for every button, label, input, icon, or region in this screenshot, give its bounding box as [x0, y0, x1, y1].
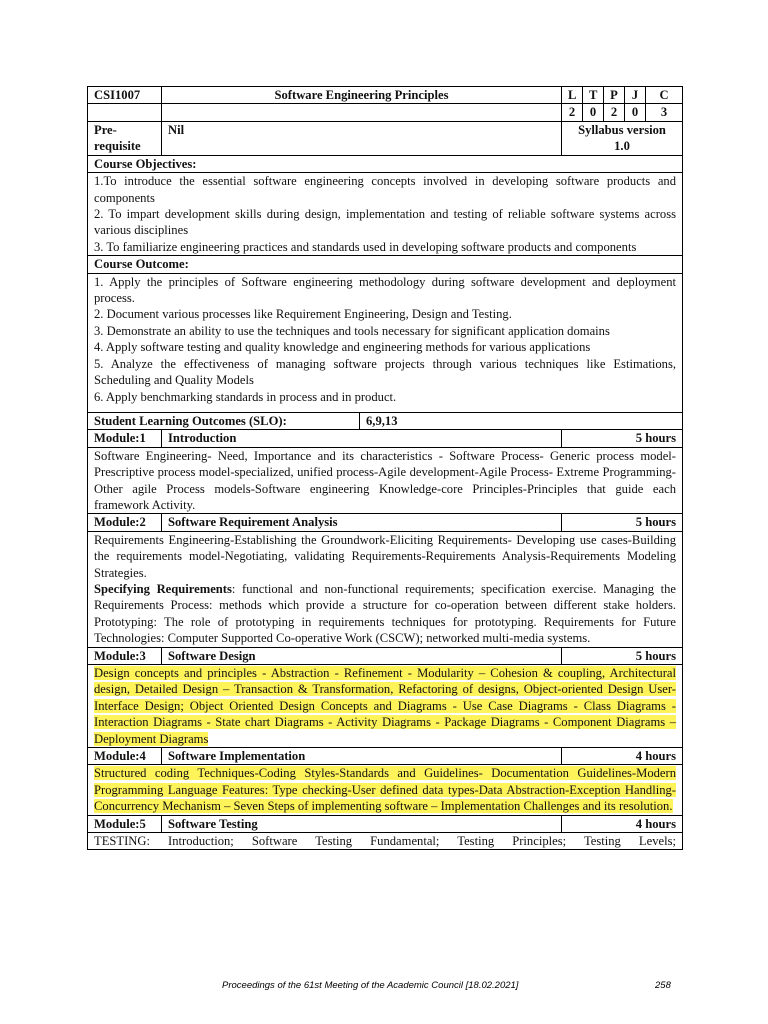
ltpjc-header-j: J: [625, 87, 646, 104]
module-hours: 5 hours: [562, 430, 683, 447]
page-number: 258: [655, 980, 671, 991]
outcome-item: 2. Document various processes like Requirement Engineering, Design and Testing.: [94, 307, 512, 322]
module-hours: 5 hours: [562, 514, 683, 531]
slo-value: 6,9,13: [360, 412, 683, 429]
footer-text: Proceedings of the 61st Meeting of the Academic Council [18.02.2021]: [222, 980, 519, 991]
prereq-label: Pre-requisite: [88, 121, 162, 155]
module-content-bold-lead: Specifying Requirements: [94, 581, 232, 596]
objective-item: 3. To familiarize engineering practices and standards used in developing software products and components: [94, 239, 637, 254]
objectives-list: [88, 173, 683, 256]
prereq-value: Nil: [162, 121, 562, 155]
slo-label: Student Learning Outcomes (SLO):: [88, 412, 360, 429]
syllabus-version: [562, 121, 683, 155]
ltpjc-header-t: T: [583, 87, 604, 104]
syllabus-version-value: 1.0: [614, 139, 630, 154]
ltpjc-value-t: 0: [583, 104, 604, 121]
module-content: [88, 531, 683, 647]
empty-cell: [162, 104, 562, 121]
ltpjc-value-l: 2: [562, 104, 583, 121]
module-hours: 4 hours: [562, 815, 683, 832]
module-content-para: Requirements Engineering-Establishing the Groundwork-Eliciting Requirements- Developing use cases-Building the requirements model-Negotiating, validating Requirements-Requirements Analysis-Requirements Modeling Strategies.: [94, 532, 676, 580]
highlighted-text: Structured coding Techniques-Coding Styles-Standards and Guidelines- Documentation Guidelines-Modern Programming Language Features: Type checking-User defined data types-Data Abstraction-Exception Handling- Concurrency Mechanism – Seven Steps of implementing software – Implementation Challenges and its resolution.: [94, 766, 676, 814]
outcome-item: 3. Demonstrate an ability to use the techniques and tools necessary for significant application domains: [94, 323, 610, 338]
outcome-item: 5. Analyze the effectiveness of managing software projects through various techniques like Estimations, Scheduling and Quality Models: [94, 356, 676, 388]
highlighted-text: Design concepts and principles - Abstraction - Refinement - Modularity – Cohesion & coupling, Architectural design, Detailed Design – Transaction & Transformation, Refactoring of designs, Object-oriented Design User-Interface Design; Object Oriented Design Concepts and Diagrams - Use Case Diagrams - Class Diagrams - Interaction Diagrams - State chart Diagrams - Activity Diagrams - Package Diagrams - Component Diagrams – Deployment Diagrams: [94, 666, 676, 746]
module-content-para: [94, 581, 676, 647]
outcome-item: 4. Apply software testing and quality knowledge and engineering methods for various applications: [94, 340, 591, 355]
outcomes-list: [88, 273, 683, 412]
outcome-item: 1. Apply the principles of Software engineering methodology during software development and deployment process.: [94, 274, 676, 306]
syllabus-version-label: Syllabus version: [578, 122, 666, 137]
syllabus-table: [87, 86, 683, 850]
module-hours: 5 hours: [562, 647, 683, 664]
ltpjc-header-c: C: [646, 87, 683, 104]
module-content: [88, 765, 683, 815]
outcomes-heading: Course Outcome:: [88, 256, 683, 273]
module-label: Module:5: [88, 815, 162, 832]
module-content-rest: : functional and non-functional requirements; specification exercise. Managing the Requirements Process: methods which provide a structure for co-operation between different stake holders. Prototyping: The role of prototyping in requirements techniques for prototyping. Requirements for Future Technologies: Computer Supported Co-operative Work (CSCW); networked multi-media systems.: [94, 581, 677, 646]
objectives-heading: Course Objectives:: [88, 155, 683, 172]
empty-cell: [88, 104, 162, 121]
ltpjc-header-p: P: [604, 87, 625, 104]
module-title: Software Requirement Analysis: [162, 514, 562, 531]
course-title: Software Engineering Principles: [162, 87, 562, 104]
module-title: Introduction: [162, 430, 562, 447]
objective-item: 2. To impart development skills during design, implementation and testing of reliable software systems across various disciplines: [94, 207, 676, 238]
module-label: Module:1: [88, 430, 162, 447]
objective-item: 1.To introduce the essential software engineering concepts involved in developing software products and components: [94, 174, 676, 205]
module-content: [88, 665, 683, 748]
ltpjc-value-j: 0: [625, 104, 646, 121]
module-label: Module:4: [88, 748, 162, 765]
module-label: Module:3: [88, 647, 162, 664]
course-code: CSI1007: [88, 87, 162, 104]
module-title: Software Design: [162, 647, 562, 664]
module-hours: 4 hours: [562, 748, 683, 765]
module-content: TESTING: Introduction; Software Testing Fundamental; Testing Principles; Testing Levels;: [88, 833, 683, 850]
module-title: Software Implementation: [162, 748, 562, 765]
outcome-item: 6. Apply benchmarking standards in process and in product.: [94, 389, 397, 404]
module-title: Software Testing: [162, 815, 562, 832]
ltpjc-value-p: 2: [604, 104, 625, 121]
module-content: Software Engineering- Need, Importance and its characteristics - Software Process- Generic process model-Prescriptive process model-specialized, unified process-Agile development-Agile Process- Extreme Programming- Other agile Process models-Software engineering Knowledge-core Principles-Principles that guide each framework Activity.: [88, 447, 683, 514]
module-label: Module:2: [88, 514, 162, 531]
ltpjc-value-c: 3: [646, 104, 683, 121]
ltpjc-header-l: L: [562, 87, 583, 104]
